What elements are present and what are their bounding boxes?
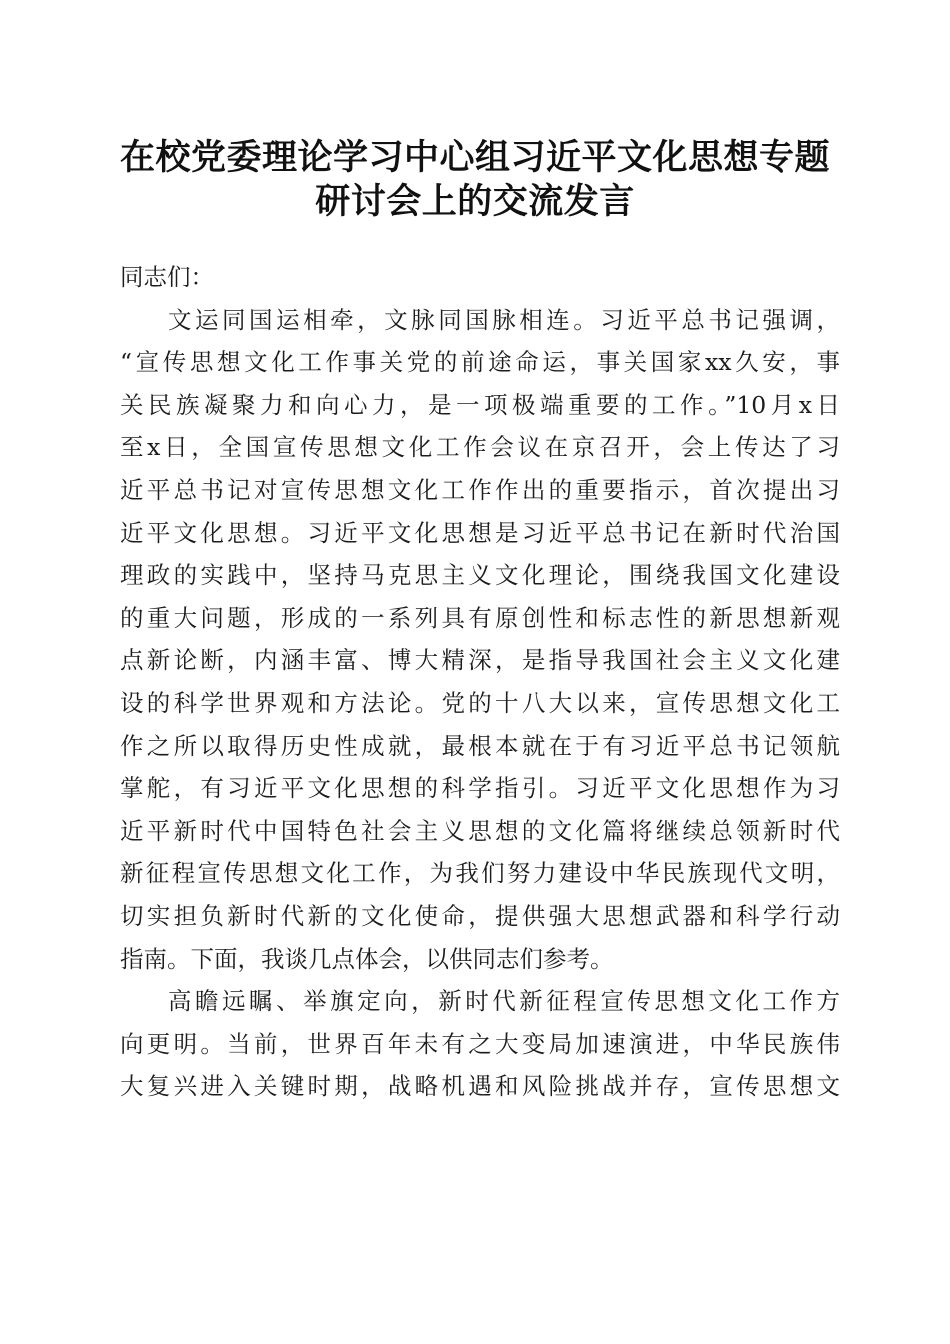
paragraph-line: “宣传思想文化工作事关党的前途命运，事关国家xx久安，事 [120,348,840,377]
paragraph-line: 近平总书记对宣传思想文化工作作出的重要指示，首次提出习 [120,475,840,504]
document-body [120,256,840,1108]
paragraph-line: 文运同国运相牵，文脉同国脉相连。习近平总书记强调， [168,305,840,334]
paragraph-line: 设的科学世界观和方法论。党的十八大以来，宣传思想文化工 [120,688,840,717]
paragraph-line: 关民族凝聚力和向心力，是一项极端重要的工作。”10月x日 [120,390,840,419]
paragraph-line: 新征程宣传思想文化工作，为我们努力建设中华民族现代文明， [120,859,840,888]
paragraph-line: 近平文化思想。习近平文化思想是习近平总书记在新时代治国 [120,518,840,547]
salutation: 同志们： [120,263,214,291]
paragraph-line: 掌舵，有习近平文化思想的科学指引。习近平文化思想作为习 [120,774,840,803]
paragraph-1 [120,299,840,981]
title-line-1: 在校党委理论学习中心组习近平文化思想专题 [119,137,830,178]
paragraph-line: 指南。下面，我谈几点体会，以供同志们参考。 [120,944,614,973]
paragraph-line: 向更明。当前，世界百年未有之大变局加速演进，中华民族伟 [120,1029,840,1058]
paragraph-2 [120,980,840,1108]
paragraph-line: 作之所以取得历史性成就，最根本就在于有习近平总书记领航 [120,731,840,760]
paragraph-line: 高瞻远瞩、举旗定向，新时代新征程宣传思想文化工作方 [168,987,840,1016]
document-title [100,136,850,224]
paragraph-line: 点新论断，内涵丰富、博大精深，是指导我国社会主义文化建 [120,646,840,675]
paragraph-line: 至x日，全国宣传思想文化工作会议在京召开，会上传达了习 [120,433,840,462]
paragraph-line: 近平新时代中国特色社会主义思想的文化篇将继续总领新时代 [120,816,840,845]
paragraph-line: 的重大问题，形成的一系列具有原创性和标志性的新思想新观 [120,603,840,632]
paragraph-line: 大复兴进入关键时期，战略机遇和风险挑战并存，宣传思想文 [120,1072,840,1101]
paragraph-line: 理政的实践中，坚持马克思主义文化理论，围绕我国文化建设 [120,561,840,590]
title-line-2: 研讨会上的交流发言 [315,181,635,222]
paragraph-line: 切实担负新时代新的文化使命，提供强大思想武器和科学行动 [120,901,840,930]
